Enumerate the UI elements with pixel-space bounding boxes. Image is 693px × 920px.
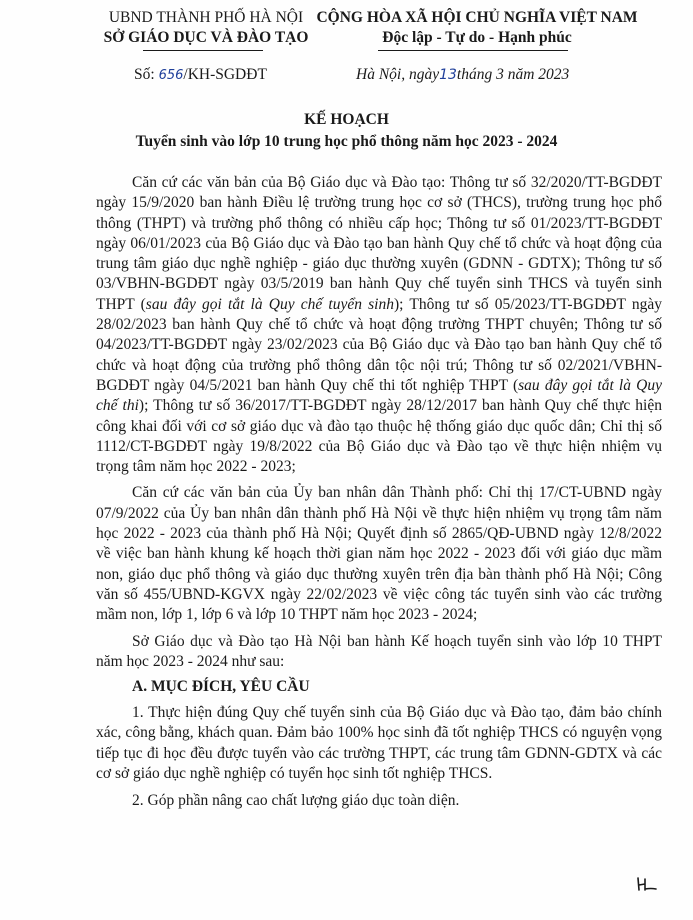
- national-heading: [302, 8, 652, 48]
- issuer-organization: UBND THÀNH PHỐ HÀ NỘI: [108, 9, 304, 26]
- p1-part-c: ); Thông tư số 36/2017/TT-BGDĐT ngày 28/12/2017 ban hành Quy chế thực hiện công khai đối với cơ sở giáo dục và đào tạo thuộc hệ thống giáo dục quốc dân; Chỉ thị số 1112/CT-BGDĐT ngày 19/8/2022 của Bộ Giáo dục và Đào tạo về thực hiện nhiệm vụ trọng tâm năm học 2022 - 2023;: [96, 397, 662, 476]
- document-body: [96, 173, 662, 812]
- document-date: [356, 66, 569, 84]
- national-motto: Độc lập - Tự do - Hạnh phúc: [382, 29, 572, 46]
- paragraph-announcement: Sở Giáo dục và Đào tạo Hà Nội ban hành Kế hoạch tuyển sinh vào lớp 10 THPT năm học 2023 - 2024 như sau:: [96, 632, 662, 670]
- docno-handwritten: 656: [158, 68, 184, 83]
- document-title: KẾ HOẠCH: [304, 111, 389, 128]
- date-prefix: Hà Nội, ngày: [356, 66, 440, 83]
- paragraph-legal-basis-ministry: [96, 173, 662, 477]
- list-item-1: 1. Thực hiện đúng Quy chế tuyển sinh của Bộ Giáo dục và Đào tạo, đảm bảo chính xác, công bằng, khách quan. Đảm bảo 100% học sinh đã tốt nghiệp THCS có nguyện vọng tiếp tục đi học đều được tuyển vào các trường THPT, các trung tâm GDNN-GDTX và các cơ sở giáo dục nghề nghiệp có tuyển học sinh tốt nghiệp THCS.: [96, 704, 662, 783]
- motto-underline: [378, 50, 568, 51]
- country-name: CỘNG HÒA XÃ HỘI CHỦ NGHĨA VIỆT NAM: [316, 9, 638, 26]
- paragraph-legal-basis-city: Căn cứ các văn bản của Ủy ban nhân dân Thành phố: Chỉ thị 17/CT-UBND ngày 07/9/2022 của Ủy ban nhân dân thành phố Hà Nội về thực hiện nhiệm vụ trọng tâm năm học 2022 - 2023 của thành phố Hà Nội; Quyết định số 2865/QĐ-UBND ngày 12/8/2022 về việc ban hành khung kế hoạch thời gian năm học 2022 - 2023 đối với giáo dục mầm non, giáo dục phổ thông và giáo dục thường xuyên trên địa bàn thành phố Hà Nội; Công văn số 455/UBND-KGVX ngày 22/02/2023 về việc công tác tuyển sinh vào các trường mầm non, lớp 1, lớp 6 và lớp 10 THPT năm học 2023 - 2024;: [96, 484, 662, 624]
- docno-suffix: /KH-SGDĐT: [183, 66, 267, 83]
- docno-prefix: Số:: [134, 66, 155, 83]
- issuer-underline: [143, 50, 263, 51]
- date-suffix: tháng 3 năm 2023: [456, 66, 570, 83]
- document-number: [134, 66, 267, 84]
- issuer-block: [86, 8, 326, 48]
- document-subtitle: Tuyển sinh vào lớp 10 trung học phổ thông năm học 2023 - 2024: [135, 133, 558, 150]
- issuer-department: SỞ GIÁO DỤC VÀ ĐÀO TẠO: [103, 29, 309, 46]
- p1-italic-b: sau đây gọi tắt là Quy chế thi: [96, 376, 662, 415]
- p1-part-a: Căn cứ các văn bản của Bộ Giáo dục và Đào tạo: Thông tư số 32/2020/TT-BGDĐT ngày 15/9/2020 ban hành Điều lệ trường trung học cơ sở (THCS), trường trung học phổ thông (THPT) và trường phổ thông có nhiều cấp học; Thông tư số 01/2023/TT-BGDĐT ngày 06/01/2023 của Bộ Giáo dục và Đào tạo ban hành Quy chế tổ chức và hoạt động của trung tâm giáo dục nghề nghiệp - giáo dục thường xuyên (GDNN - GDTX); Thông tư số 03/VBHN-BGDĐT ngày 03/5/2019 ban hành Quy chế tuyển sinh THCS và tuyển sinh THPT (: [96, 174, 662, 313]
- p1-italic-a: sau đây gọi tắt là Quy chế tuyển sinh: [145, 295, 394, 313]
- list-item-2: 2. Góp phần nâng cao chất lượng giáo dục toàn diện.: [132, 792, 460, 810]
- handwritten-initial-icon: [636, 876, 658, 892]
- section-heading-a: A. MỤC ĐÍCH, YÊU CẦU: [132, 678, 310, 696]
- document-title-block: [0, 109, 693, 153]
- date-handwritten-day: 13: [439, 67, 457, 83]
- p1-part-b: ); Thông tư số 05/2023/TT-BGDĐT ngày 28/02/2023 ban hành Quy chế tổ chức và hoạt động trường THPT chuyên; Thông tư số 04/2023/TT-BGDĐT ngày 23/02/2023 của Bộ Giáo dục và Đào tạo ban hành Quy chế tổ chức và hoạt động của trường phổ thông dân tộc nội trú; Thông tư số 02/2021/VBHN-BGDĐT ngày 04/5/2021 ban hành Quy chế thi tốt nghiệp THPT (: [96, 295, 662, 394]
